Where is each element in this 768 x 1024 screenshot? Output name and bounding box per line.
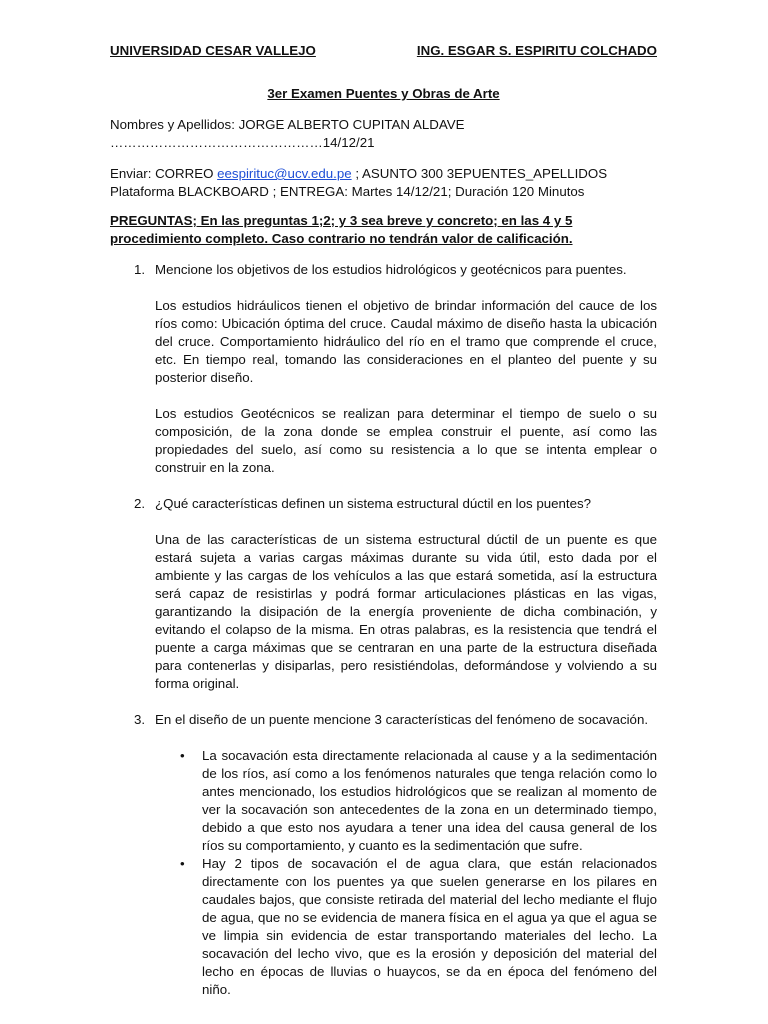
question-1 xyxy=(110,261,657,279)
bullet-icon: • xyxy=(180,856,185,871)
bullet-text: La socavación esta directamente relacionada al cause y a la sedimentación de los ríos, así como a los fenómenos naturales que tenga relación como lo antes mencionado, los estudios hidrológicos que se realizan al momento de ver la socavación son antecedentes de la zona en un determinado tiempo, debido a que esto nos ayudara a tener una idea del causa general de los ríos su comportamiento, y cuanto es la sedimentación que sufre. xyxy=(202,748,657,853)
header-instructor: ING. ESGAR S. ESPIRITU COLCHADO xyxy=(416,43,657,58)
question-text: En el diseño de un puente mencione 3 características del fenómeno de socavación. xyxy=(155,712,649,727)
answer-paragraph: Los estudios Geotécnicos se realizan para determinar el tiempo de suelo o su composición, de la zona donde se emplea construir el puente, así como las propiedades del suelo, así como su resistencia a lo que se intenta emplear o construir en la zona. xyxy=(155,406,657,475)
question-2 xyxy=(110,495,657,513)
answer-bullet-list xyxy=(180,747,657,999)
submission-instructions xyxy=(110,165,657,201)
page-header xyxy=(110,42,657,60)
question-number: 1. xyxy=(134,262,146,277)
email-link[interactable]: eespirituc@ucv.edu.pe xyxy=(217,166,352,181)
list-item xyxy=(180,747,657,855)
exam-title: 3er Examen Puentes y Obras de Arte xyxy=(267,86,500,101)
question-text: Mencione los objetivos de los estudios hidrológicos y geotécnicos para puentes. xyxy=(155,262,627,277)
question-3 xyxy=(110,711,657,729)
bullet-text: Hay 2 tipos de socavación el de agua clara, que están relacionados directamente con los puentes ya que suelen generarse en los pilares en caudales bajos, que consiste retirada del material del lecho mediante el flujo de agua, que no se evidencia de manera física en el agua ya que el agua se ve limpia sin evidencia de estar transportando materiales del lecho. La socavación del lecho vivo, que es la erosión y deposición del material del lecho en épocas de lluvias o huaycos, se da en época del fenómeno del niño. xyxy=(202,856,657,997)
bullet-icon: • xyxy=(180,748,185,763)
question-number: 3. xyxy=(134,712,146,727)
send-prefix: Enviar: CORREO xyxy=(110,166,218,181)
student-names-line: Nombres y Apellidos: JORGE ALBERTO CUPITAN ALDAVE …………………………………………14/12/21 xyxy=(110,117,465,150)
answer-paragraph: Una de las características de un sistema estructural dúctil de un puente es que estará sujeta a varias cargas máximas durante su vida útil, esto dada por el ambiente y las cargas de los vehículos a las que estará sometida, así la estructura será capaz de resistirlas y podrá formar articulaciones plásticas en las vigas, garantizando la disipación de la energía proveniente de dicha combinación, y evitando el colapso de la misma. En otras palabras, es la resistencia que tendrá el puente a carga máximas que se centraran en una parte de la estructura diseñada para contenerlas y disiparlas, pero resistiéndolas, deformándose y volviendo a su forma original. xyxy=(155,532,657,691)
question-text: ¿Qué características definen un sistema estructural dúctil en los puentes? xyxy=(155,496,592,511)
list-item xyxy=(180,855,657,999)
header-university: UNIVERSIDAD CESAR VALLEJO xyxy=(110,43,316,58)
document-page xyxy=(110,42,657,999)
send-suffix: ; ASUNTO 300 3EPUENTES_APELLIDOS Plataforma BLACKBOARD ; ENTREGA: Martes 14/12/21; Duración 120 Minutos xyxy=(110,166,608,199)
question-number: 2. xyxy=(134,496,146,511)
answer-paragraph: Los estudios hidráulicos tienen el objetivo de brindar información del cauce de los ríos como: Ubicación óptima del cruce. Caudal máximo de diseño hasta la ubicación del cruce. Comportamiento hidráulico del río en el tramo que comprende el cruce, etc. En tiempo real, tomando las consideraciones en el planteo del puente y su posterior diseño. xyxy=(155,298,657,385)
questions-instructions: PREGUNTAS; En las preguntas 1;2; y 3 sea breve y concreto; en las 4 y 5 procedimiento completo. Caso contrario no tendrán valor de calificación. xyxy=(110,213,573,246)
